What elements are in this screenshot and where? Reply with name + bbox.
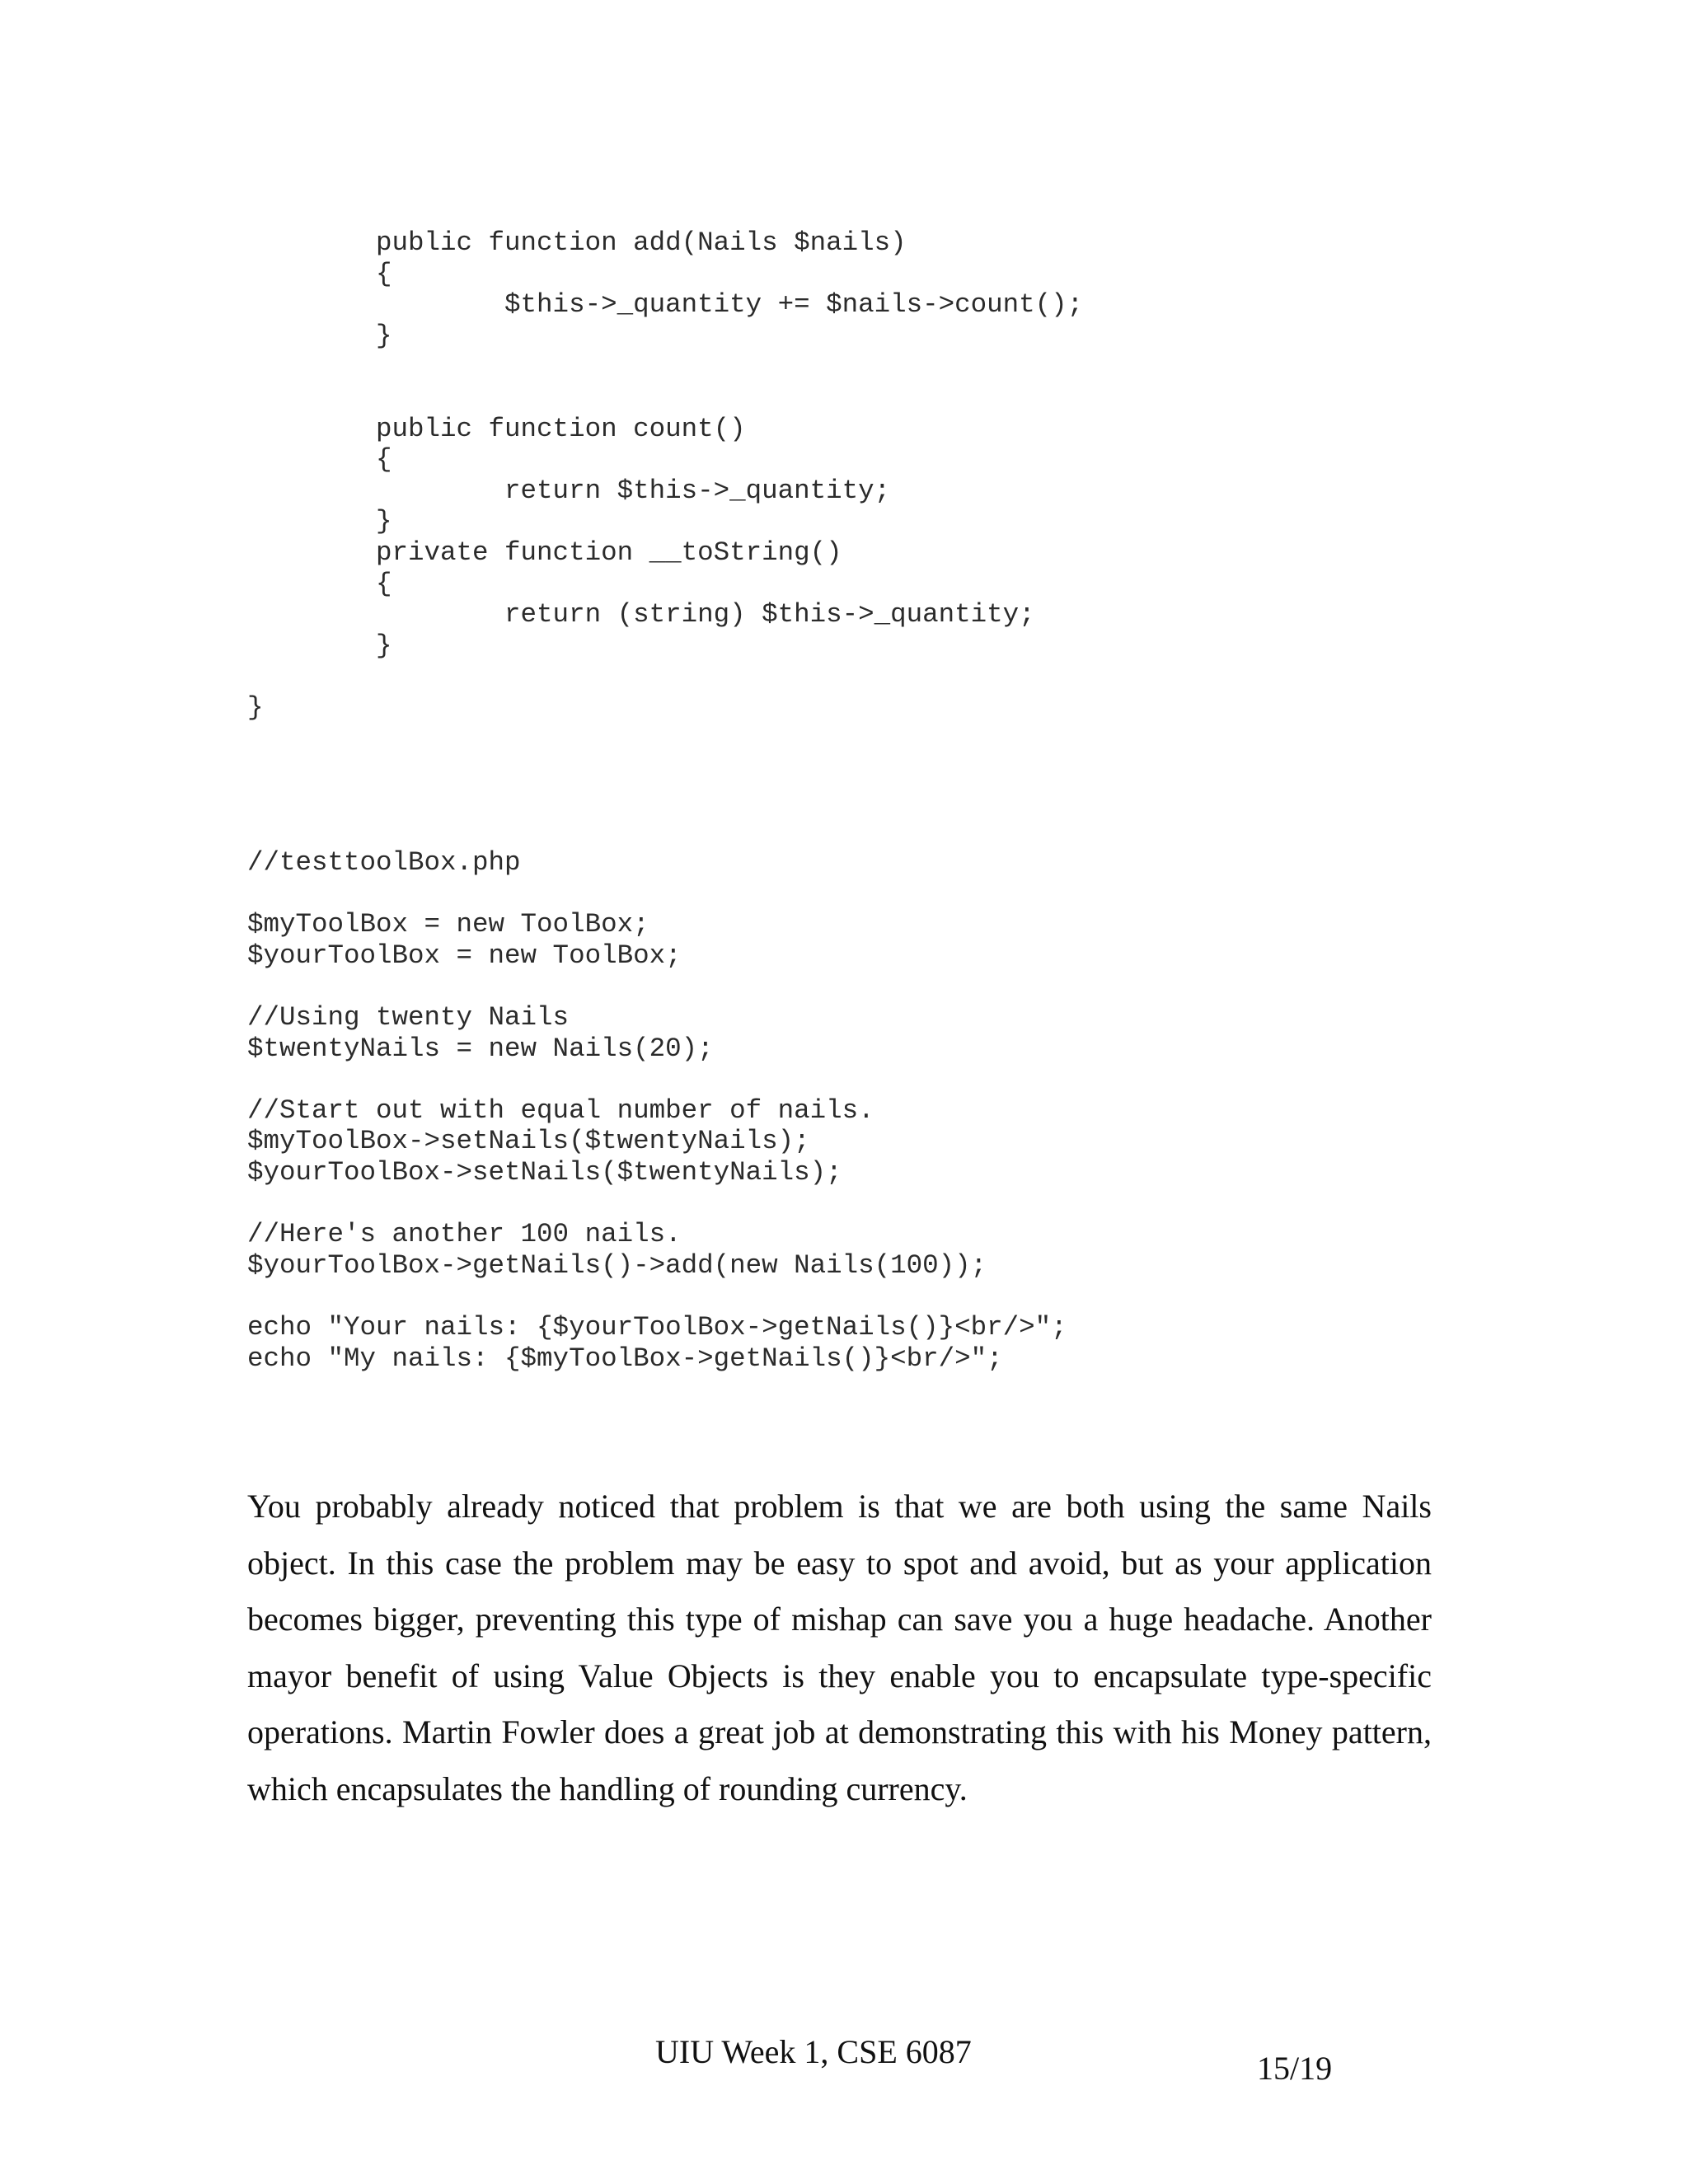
code-line: [247, 661, 1083, 692]
code-line: $yourToolBox->getNails()->add(new Nails(100));: [247, 1249, 987, 1281]
code-line: $myToolBox->setNails($twentyNails);: [247, 1126, 810, 1157]
code-line: [247, 971, 1067, 1002]
code-line: //Here's another 100 nails.: [247, 1219, 682, 1250]
code-line: return (string) $this->_quantity;: [247, 599, 1035, 630]
code-line: [247, 879, 1067, 910]
code-line: [247, 1281, 1067, 1312]
code-line: echo "My nails: {$myToolBox->getNails()}<br/>";: [247, 1343, 1003, 1374]
code-line: $this->_quantity += $nails->count();: [247, 289, 1084, 321]
code-line: return $this->_quantity;: [247, 475, 891, 506]
code-line: //testtoolBox.php: [247, 847, 521, 878]
code-line: public function count(): [247, 413, 746, 444]
code-block-test-script: [247, 847, 1067, 1374]
code-line: [247, 382, 1083, 414]
code-line: [247, 351, 1083, 382]
code-line: {: [247, 568, 392, 599]
page-number: 15/19: [1257, 2050, 1333, 2087]
code-line: //Start out with equal number of nails.: [247, 1094, 874, 1126]
code-line: $myToolBox = new ToolBox;: [247, 909, 649, 940]
code-block-class-methods: [247, 227, 1083, 724]
code-line: }: [247, 630, 392, 661]
code-line: $yourToolBox = new ToolBox;: [247, 940, 682, 971]
code-line: {: [247, 444, 392, 476]
code-line: private function __toString(): [247, 537, 842, 568]
code-line: [247, 1064, 1067, 1095]
code-line: }: [247, 506, 392, 537]
body-paragraph: You probably already noticed that problem is that we are both using the same Nails object. In this case the problem may be easy to spot and avoid, but as your application becomes bigger, preventing this type of mishap can save you a huge headache. Another mayor benefit of using Value Objects is they enable you to encapsulate type-specific operations. Martin Fowler does a great job at demonstrating this with his Money pattern, which encapsulates the handling of rounding currency.: [247, 1488, 1432, 1807]
code-line: [247, 1188, 1067, 1220]
code-line: echo "Your nails: {$yourToolBox->getNails()}<br/>";: [247, 1311, 1067, 1343]
code-line: //Using twenty Nails: [247, 1001, 570, 1033]
footer-course-label: UIU Week 1, CSE 6087: [655, 2033, 972, 2070]
code-line: {: [247, 258, 392, 289]
code-line: $twentyNails = new Nails(20);: [247, 1033, 714, 1064]
code-line: public function add(Nails $nails): [247, 227, 907, 258]
code-line: }: [247, 320, 392, 351]
code-line: }: [247, 691, 264, 723]
code-line: $yourToolBox->setNails($twentyNails);: [247, 1156, 842, 1188]
